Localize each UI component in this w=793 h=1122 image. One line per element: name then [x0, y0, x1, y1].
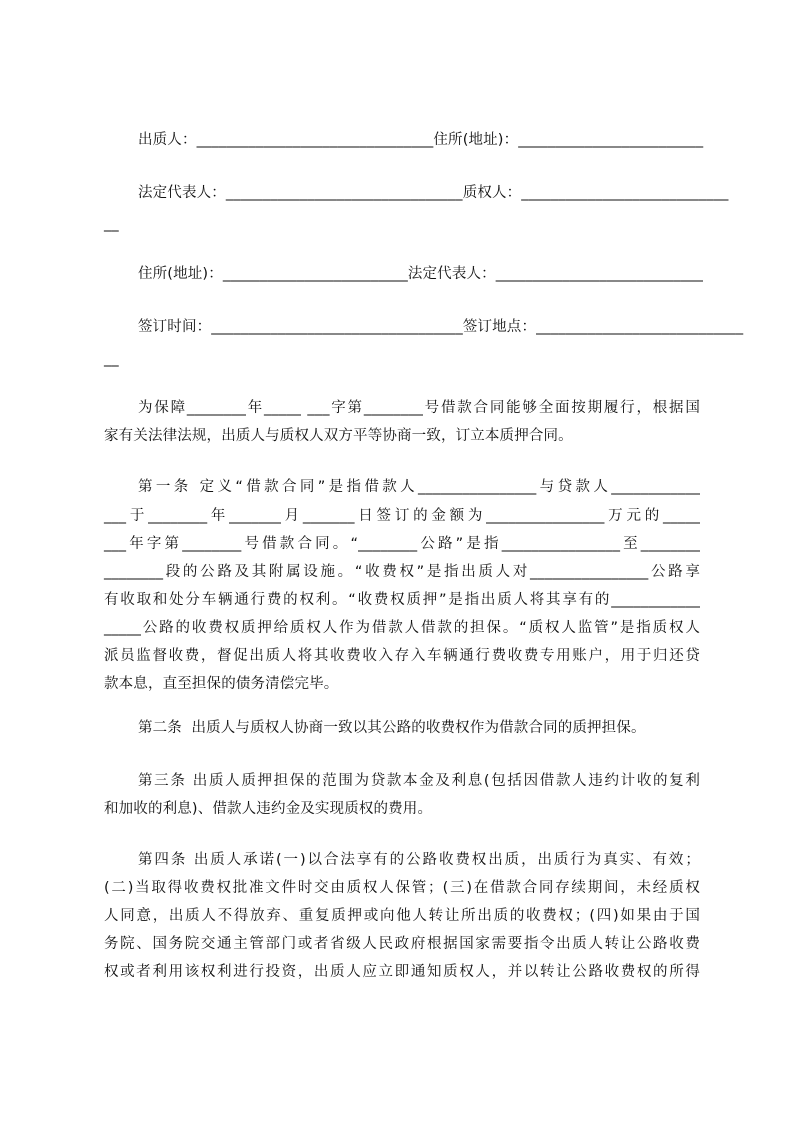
article-1-line-4: ________段的公路及其附属设施。“收费权”是指出质人对________________公路享 — [104, 564, 700, 580]
preamble-line-1: 为保障________年_____ ___字第________号借款合同能够全面按期履行，根据国 — [138, 400, 700, 416]
pledgor-legal-rep-line: 法定代表人：________________________________质权人：____________________________ — [138, 185, 729, 201]
article-1-line-6: _____公路的收费权质押给质权人作为借款人借款的担保。“质权人监管”是指质权人 — [104, 620, 700, 636]
article-1-line-5: 有收取和处分车辆通行费的权利。“收费权质押”是指出质人将其享有的____________ — [104, 592, 700, 608]
article-2-line-1: 第二条 出质人与质权人协商一致以其公路的收费权作为借款合同的质押担保。 — [138, 720, 646, 736]
article-4-line-1: 第四条 出质人承诺(一)以合法享有的公路收费权出质，出质行为真实、有效； — [138, 852, 700, 868]
article-1-line-2: ___于________年_______月_______日签订的金额为________________万元的_____ — [104, 508, 700, 524]
article-4-line-2: (二)当取得收费权批准文件时交由质权人保管；(三)在借款合同存续期间，未经质权 — [104, 880, 700, 896]
article-1-line-1: 第一条 定义“借款合同”是指借款人________________与贷款人____________ — [138, 479, 700, 495]
article-3-line-1: 第三条 出质人质押担保的范围为贷款本金及利息(包括因借款人违约计收的复利 — [138, 773, 700, 789]
article-1-line-3: ___年字第________号借款合同。“________公路”是指________________至________ — [104, 536, 700, 552]
preamble-line-2: 家有关法律法规，出质人与质权人双方平等协商一致，订立本质押合同。 — [104, 428, 573, 444]
article-3-line-2: 和加收的利息)、借款人违约金及实现质权的费用。 — [104, 801, 433, 817]
signing-time-place-line: 签订时间：__________________________________签订地点：____________________________ — [138, 319, 744, 335]
signing-time-place-line-continued: __ — [104, 351, 119, 367]
article-1-line-7: 派员监督收费，督促出质人将其收费收入存入车辆通行费收费专用账户，用于归还贷 — [104, 648, 700, 664]
article-1-line-8: 款本息，直至担保的债务清偿完毕。 — [104, 676, 339, 692]
pledgor-legal-rep-line-continued: __ — [104, 216, 119, 232]
party-pledgor-line: 出质人：________________________________住所(地址)：_________________________ — [138, 132, 704, 148]
pledgee-address-line: 住所(地址)：_________________________法定代表人：____________________________ — [138, 266, 703, 282]
article-4-line-3: 人同意，出质人不得放弃、重复质押或向他人转让所出质的收费权；(四)如果由于国 — [104, 908, 700, 924]
article-4-line-4: 务院、国务院交通主管部门或者省级人民政府根据国家需要指令出质人转让公路收费 — [104, 936, 700, 952]
article-4-line-5: 权或者利用该权利进行投资，出质人应立即通知质权人，并以转让公路收费权的所得 — [104, 964, 700, 980]
